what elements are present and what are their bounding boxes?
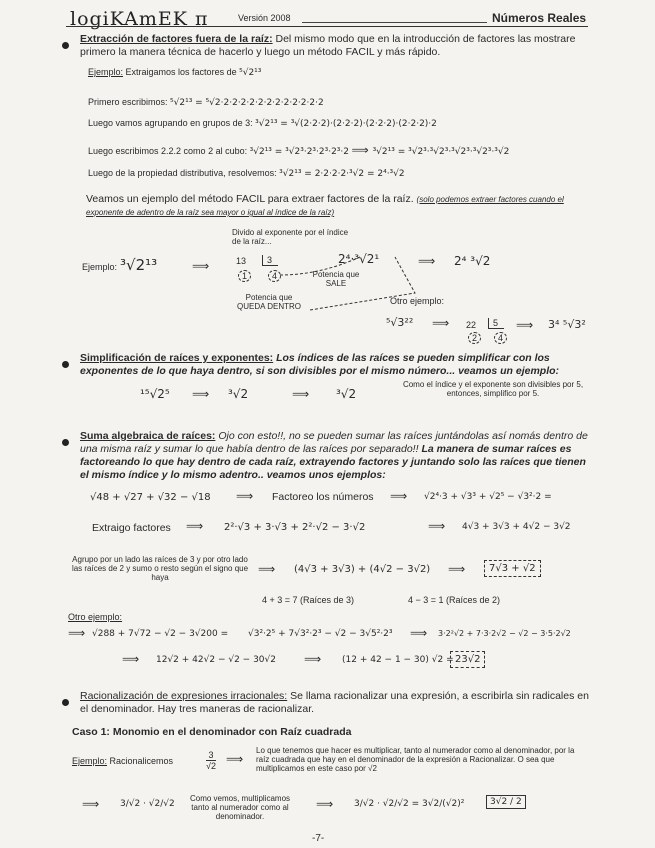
s4-ej-label: Ejemplo: [72,756,108,766]
ejemplo-root: ³√2¹³ [120,256,158,274]
l2-text: Luego vamos agrupando en grupos de 3: [88,118,253,128]
section3-intro [80,430,592,482]
mid-expr: 2⁴·³√2¹ [338,252,380,266]
s3-otro-mid: √3²·2⁵ + 7√3²·2³ − √2 − 3√5²·2³ [248,629,393,639]
l1-expr: ⁵√2¹³ = ⁵√2·2·2·2·2·2·2·2·2·2·2·2·2 [170,98,324,108]
s4-mult-note: Como vemos, multiplicamos tanto al numerador como al denominador. [189,794,291,821]
arrow-icon: ⟹ [236,489,254,503]
arrow-icon: ⟹ [82,797,100,811]
page-title: Números Reales [492,11,587,25]
example-label: Ejemplo: [88,67,124,77]
s3-row1-expr: √48 + √27 + √32 − √18 [90,492,211,503]
s2-note: Como el índice y el exponente son divisibles por 5, entonces, simplifico por 5. [402,380,584,398]
arrow-icon: ⟹ [292,387,310,401]
arrow-icon: ⟹ [192,387,210,401]
s4-res-final: 3√2 / 2 [486,795,526,809]
s1-line2 [88,118,437,129]
arrow-icon: ⟹ [410,626,428,640]
s4-note: Lo que tenemos que hacer es multiplicar, tanto al numerador como al denominador, por la raíz cuadrada que hay en el denominador de la expresión a Racionalizar. O sea que multiplicamos en este caso por √2 [256,746,575,773]
arrow-icon: ⟹ [226,752,244,766]
section1-intro [80,33,590,59]
caso1-title: Caso 1: Monomio en el denominador con Raíz cuadrada [72,726,352,738]
s3-row1-text: Factoreo los números [272,491,374,503]
section4-text: Se llama racionalizar una expresión, a escribirla sin radicales en el denominador. Hay tres maneras de racionalizar. [80,690,589,715]
s2-expr1: ¹⁵√2⁵ [140,387,170,401]
otro-ejemplo-label: Otro ejemplo: [390,296,445,306]
s3-otro-l2b: (12 + 42 − 1 − 30) √2 = [342,655,454,665]
section4-title: Racionalización de expresiones irracionales: [80,690,288,702]
s3-group-result: 7√3 + √2 [484,560,541,577]
s3-otro-l2: 12√2 + 42√2 − √2 − 30√2 [156,655,276,665]
otro-numerator: 22 [466,320,477,330]
otro-result: 3⁴ ⁵√3² [548,318,586,331]
logo: logiKAmEK π [70,8,209,30]
s3-group-note: Agrupo por un lado las raíces de 3 y por otro lado las raíces de 2 y sumo o resto según el signo que haya [71,555,249,582]
section4-intro [80,690,592,716]
page-number: -7- [312,833,325,844]
section2-title: Simplificación de raíces y exponentes: [80,352,274,364]
l2-expr: ³√2¹³ = ³√(2·2·2)·(2·2·2)·(2·2·2)·(2·2·2)·2 [255,119,437,129]
s3-otro-result: 23√2 [450,651,485,668]
arrow-icon: ⟹ [351,143,373,157]
s3-otro-label: Otro ejemplo: [68,612,123,622]
l1-text: Primero escribimos: [88,97,168,107]
frac-den: √2 [206,761,216,771]
s3-row2-expr: 2²·√3 + 3·√3 + 2²·√2 − 3·√2 [224,522,366,533]
arrow-icon: ⟹ [432,316,450,330]
version-label: Versión 2008 [238,13,291,23]
s4-ej-text: Racionalicemos [109,756,174,766]
arrow-icon: ⟹ [390,489,408,503]
easy-note: (solo podemos extraer factores cuando el exponente de adentro de la raíz sea mayor o igual al índice de la raíz) [86,195,564,217]
frac-num: 3 [206,750,216,761]
arrow-icon: ⟹ [186,519,204,533]
s1-line1 [88,97,324,108]
l3-res: ³√2¹³ = ³√2³·³√2³·³√2³·³√2³·³√2 [372,147,510,157]
s4-example [72,756,173,766]
arrow-icon: ⟹ [516,318,534,332]
otro-remainder: 2 [468,332,481,344]
s4-fraction [206,750,216,771]
header-rule [66,26,588,27]
section1-title: Extracción de factores fuera de la raíz: [80,33,273,45]
l4-text: Luego de la propiedad distributiva, resolvemos: [88,168,277,178]
arrow-icon: ⟹ [192,259,210,273]
s2-expr3: ³√2 [336,387,357,401]
section3-text2: La manera de sumar raíces es factoreando lo que hay dentro de cada raíz, extrayendo factores y juntando solo las raíces que tienen el mismo índice y lo mismo adentro.. veamos unos ejemplos: [80,443,586,481]
s4-mult-expr: 3/√2 · √2/√2 [120,799,175,809]
arrow-icon: ⟹ [122,652,140,666]
bullet-icon [62,355,69,373]
s3-sum2: 4 − 3 = 1 (Raíces de 2) [408,595,501,605]
divide-note: Divido al exponente por el índice de la raíz... [232,228,349,246]
arrow-icon: ⟹ [316,797,334,811]
otro-root: ⁵√3²² [386,316,414,329]
s4-res1: 3/√2 · √2/√2 = 3√2/(√2)² [354,799,465,809]
easy-text: Veamos un ejemplo del método FACIL para extraer factores de la raíz. [86,193,414,205]
section1-text: Del mismo modo que en la introducción de factores las mostrare primero la manera técnica de hacerlo y luego un método FACIL y más rápido. [80,33,576,58]
arrow-icon: ⟹ [428,519,446,533]
l3-expr: ³√2¹³ = ³√2³·2³·2³·2³·2 [249,147,350,157]
s3-row1-res: √2⁴·3 + √3³ + √2⁵ − √3²·2 = [424,492,552,502]
bullet-icon [62,693,69,711]
s1-line3 [88,143,509,157]
s3-sum3: 4 + 3 = 7 (Raíces de 3) [262,595,355,605]
potencia-sale-label: Potencia que SALE [312,270,360,288]
bullet-icon [62,36,69,54]
bullet-icon [62,433,69,451]
s1-line4 [88,168,405,179]
example-text: Extraigamos los factores de [125,67,237,77]
header-line [302,22,487,23]
arrow-icon: ⟹ [448,562,466,576]
arrow-icon: ⟹ [304,652,322,666]
s2-expr2: ³√2 [228,387,249,401]
div-divisor: 3 [262,255,278,266]
potencia-queda-label: Potencia que QUEDA DENTRO [236,293,301,311]
s3-otro-mid2: 3·2²√2 + 7·3·2√2 − √2 − 3·5·2√2 [438,629,571,638]
div-quotient: 4 [268,270,281,282]
s3-row2-res: 4√3 + 3√3 + 4√2 − 3√2 [462,522,571,532]
l4-expr: ³√2¹³ = 2·2·2·2·³√2 = 2⁴·³√2 [279,169,405,179]
section2-text: Los índices de las raíces se pueden simplificar con los exponentes de lo que haya dentro, si son divisibles por el mismo número... veamos un ejemplo: [80,352,560,377]
section3-text1: Ojo con esto!!, no se pueden sumar las raíces juntándolas así nomás dentro de una misma raíz y sumar lo que había dentro de las raíces por separado!! [80,430,588,455]
s3-otro-expr: √288 + 7√72 − √2 − 3√200 = [92,629,229,639]
arrow-icon: ⟹ [418,254,436,268]
section2-intro [80,352,590,378]
section3-title: Suma algebraica de raíces: [80,430,216,442]
example-expr: ⁵√2¹³ [239,68,262,78]
easy-method-text [86,193,590,219]
l3-text: Luego escribimos 2.2.2 como 2 al cubo: [88,146,248,156]
s3-row2-text: Extraigo factores [92,522,171,534]
easy-result: 2⁴ ³√2 [454,254,491,268]
otro-divisor: 5 [488,318,504,329]
s1-example-line [88,67,261,78]
otro-quotient: 4 [494,332,507,344]
ejemplo-label: Ejemplo: [82,262,118,272]
div-numerator: 13 [236,256,247,266]
arrow-icon: ⟹ [68,626,86,640]
s3-group-expr: (4√3 + 3√3) + (4√2 − 3√2) [294,564,431,575]
div-remainder: 1 [238,270,251,282]
arrow-icon: ⟹ [258,562,276,576]
